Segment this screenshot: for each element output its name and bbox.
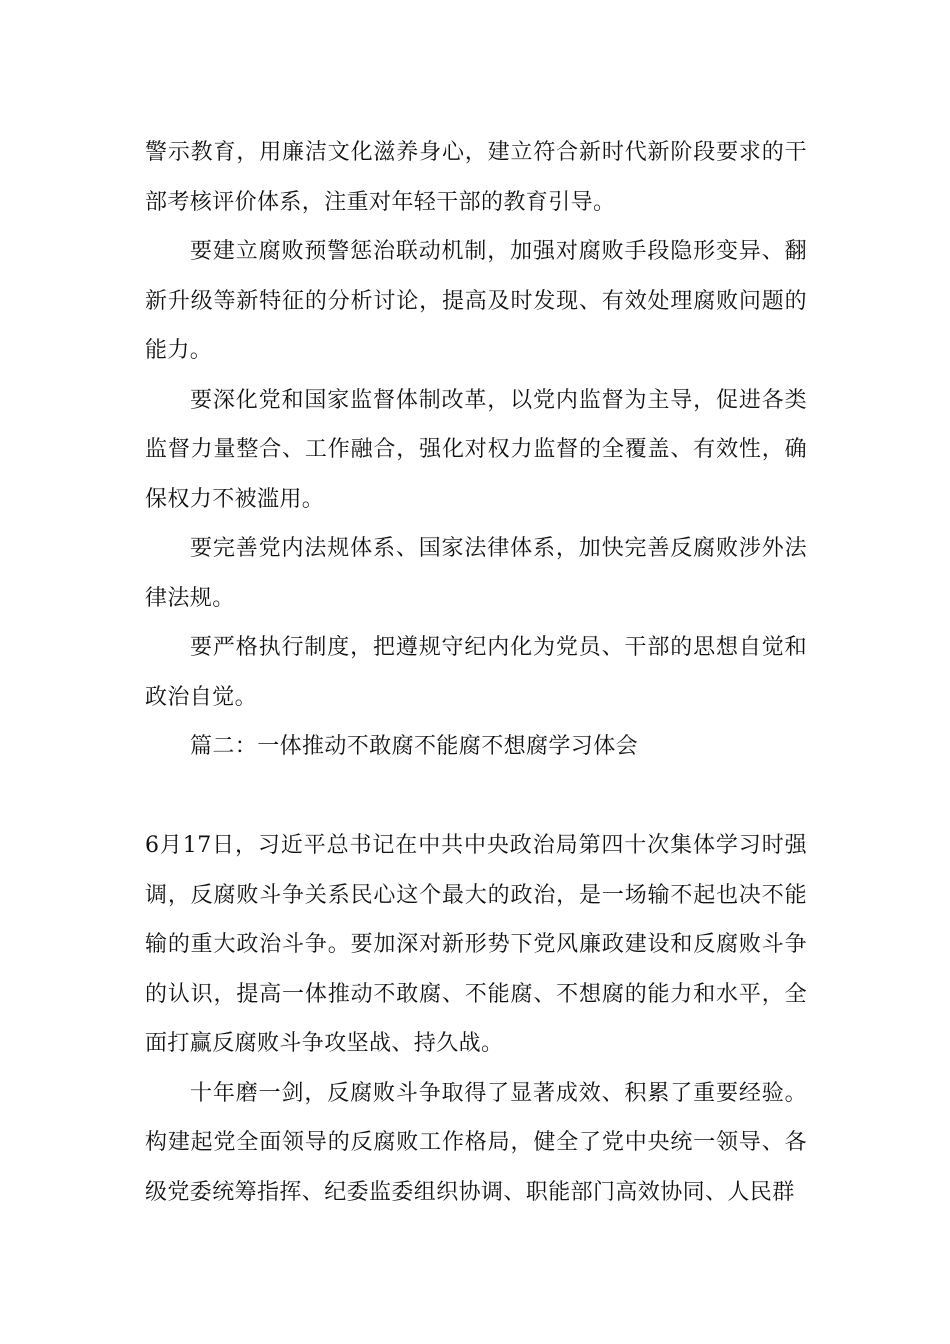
paragraph-legal-system: 要完善党内法规体系、国家法律体系，加快完善反腐败涉外法律法规。	[145, 536, 807, 611]
section-heading: 篇二：一体推动不敢腐不能腐不想腐学习体会	[190, 734, 639, 759]
paragraph-study-session: 6月17日，习近平总书记在中共中央政治局第四十次集体学习时强调，反腐败斗争关系民心这个最大的政治，是一场输不起也决不能输的重大政治斗争。要加深对新形势下党风廉政建设和反腐败斗争的认识，提高一体推动不敢腐、不能腐、不想腐的能力和水平，全面打赢反腐败斗争攻坚战、持久战。	[145, 833, 807, 1056]
paragraph-discipline: 要严格执行制度，把遵规守纪内化为党员、干部的思想自觉和政治自觉。	[145, 635, 807, 710]
paragraph-continuation: 警示教育，用廉洁文化滋养身心，建立符合新时代新阶段要求的干部考核评价体系，注重对年轻干部的教育引导。	[145, 140, 807, 215]
paragraph-supervision-reform: 要深化党和国家监督体制改革，以党内监督为主导，促进各类监督力量整合、工作融合，强化对权力监督的全覆盖、有效性，确保权力不被滥用。	[145, 387, 807, 512]
document-body	[145, 128, 807, 1217]
paragraph-ten-years: 十年磨一剑，反腐败斗争取得了显著成效、积累了重要经验。构建起党全面领导的反腐败工作格局，健全了党中央统一领导、各级党委统筹指挥、纪委监委组织协调、职能部门高效协同、人民群	[145, 1080, 807, 1205]
paragraph-early-warning: 要建立腐败预警惩治联动机制，加强对腐败手段隐形变异、翻新升级等新特征的分析讨论，提高及时发现、有效处理腐败问题的能力。	[145, 239, 807, 363]
blank-line	[145, 772, 807, 822]
